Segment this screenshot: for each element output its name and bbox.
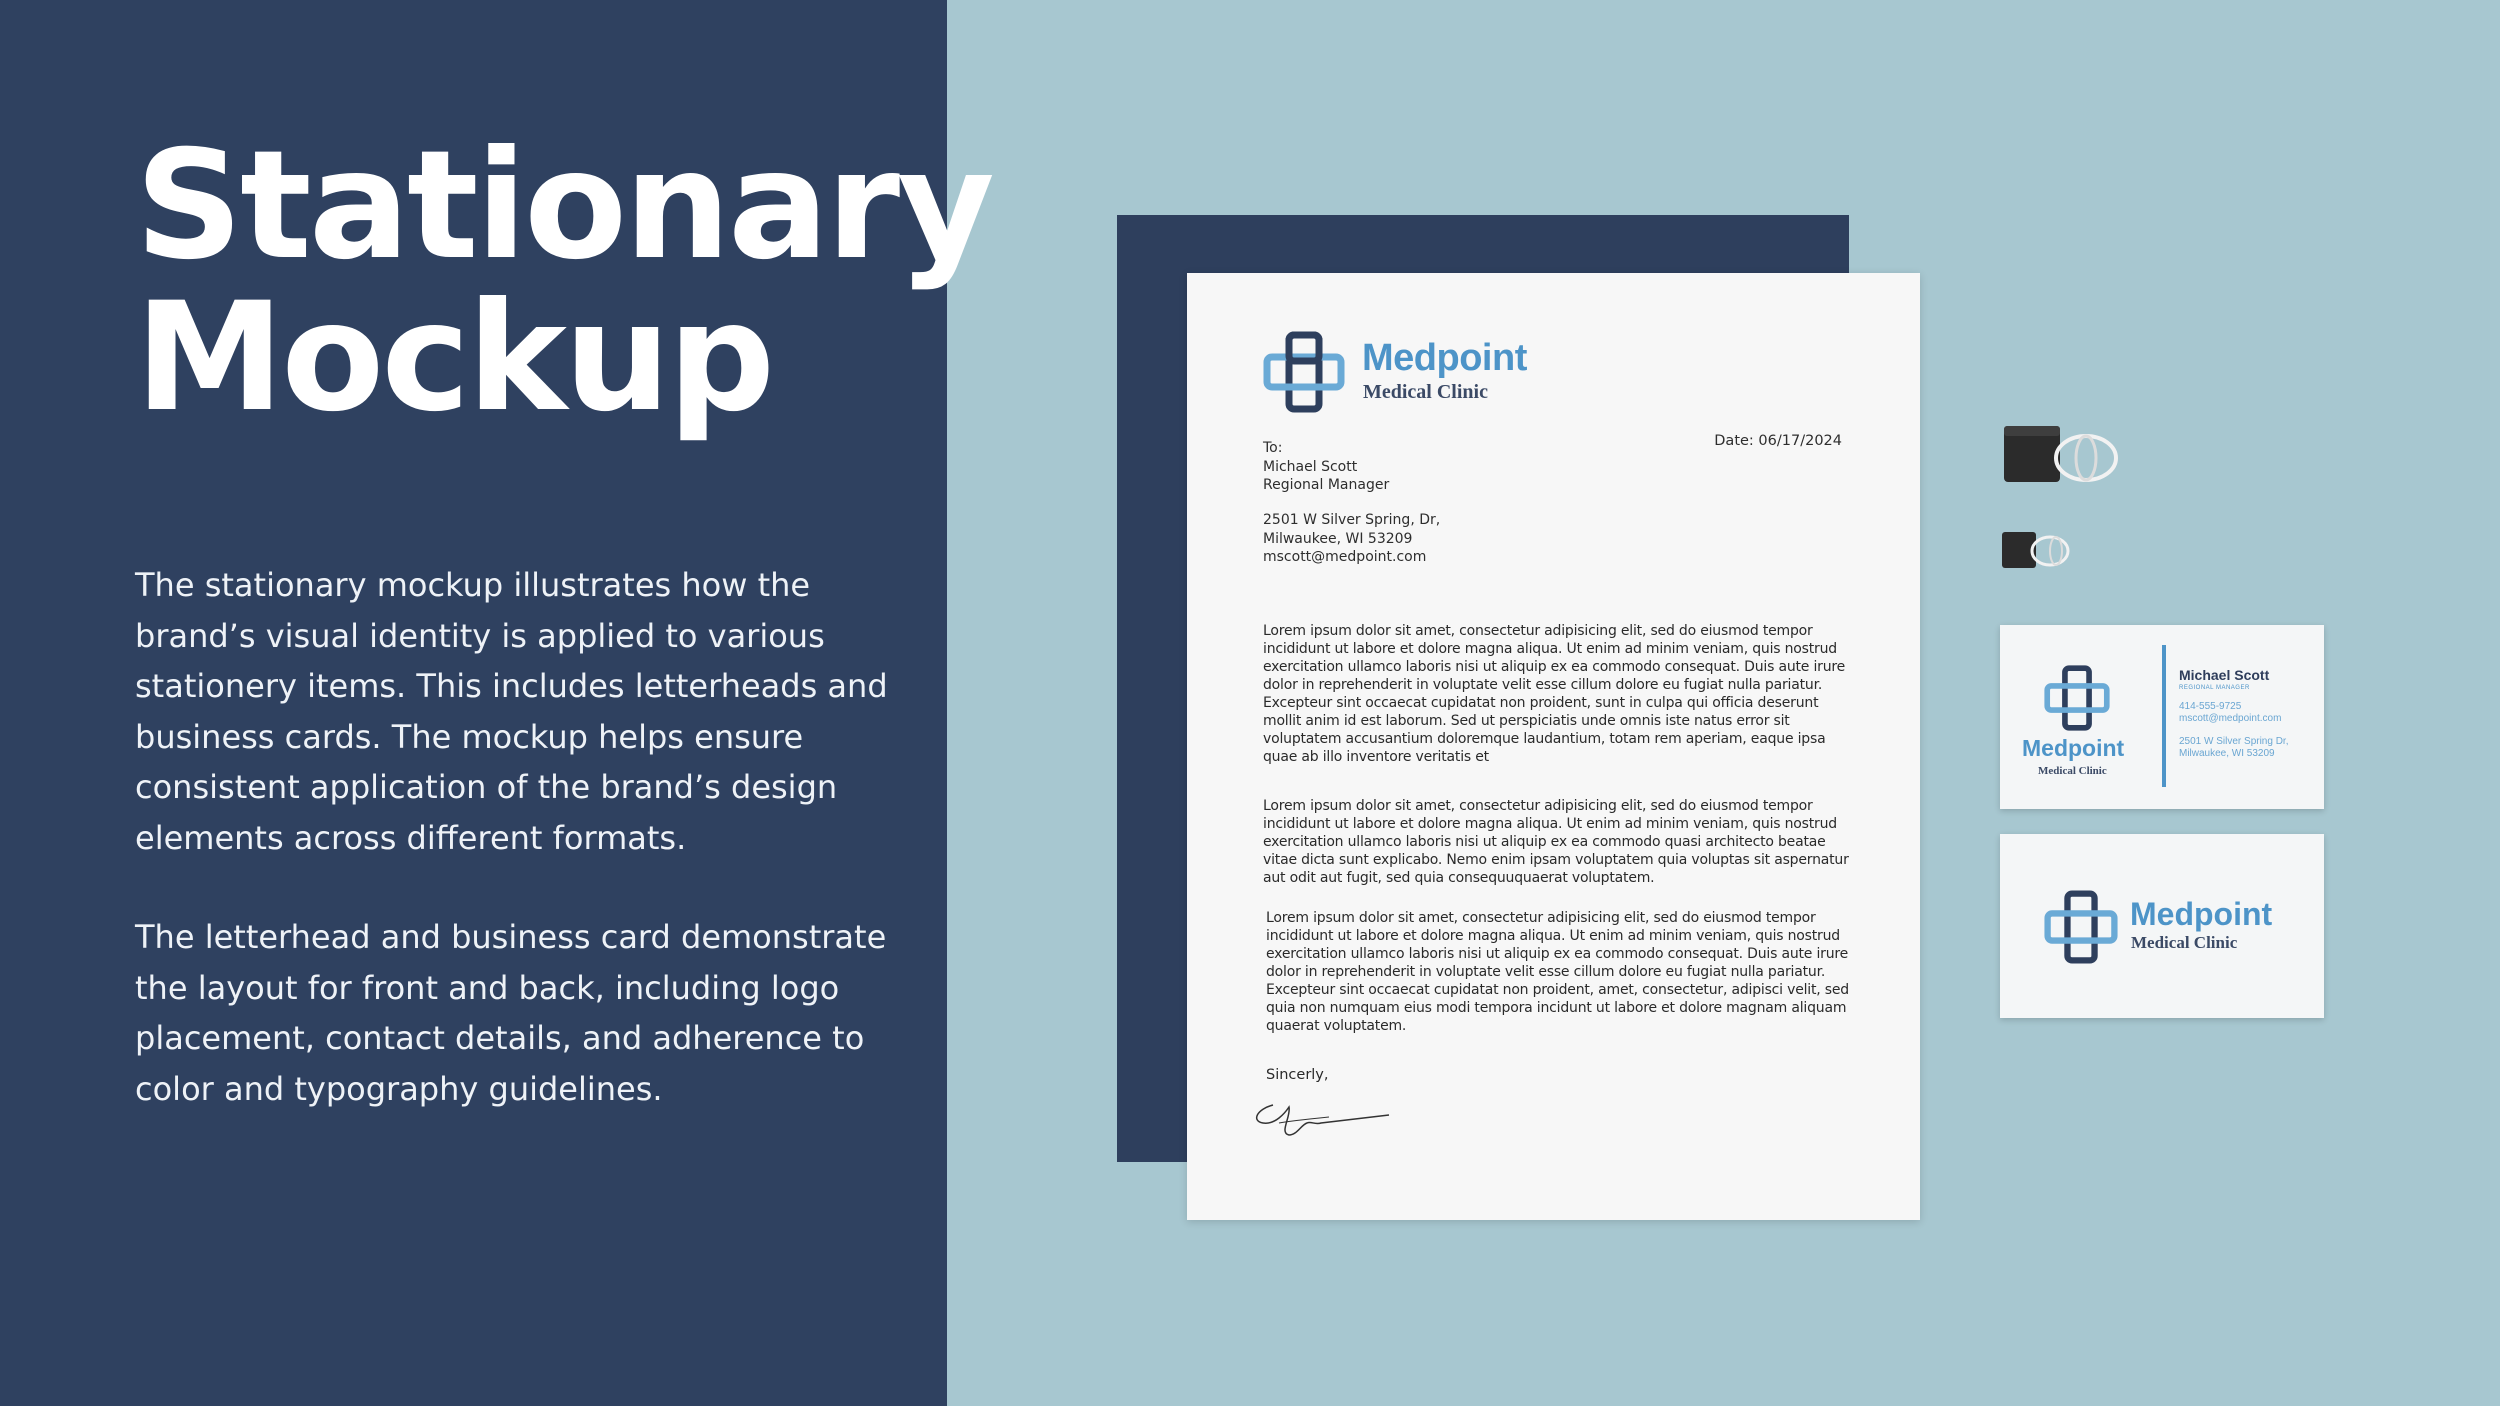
card-brand-subtitle: Medical Clinic [2038, 765, 2107, 777]
address-line: Milwaukee, WI 53209 [1263, 530, 1413, 547]
card-email: mscott@medpoint.com [2179, 713, 2282, 724]
title-line-2: Mockup [135, 271, 773, 445]
business-card-back [2000, 834, 2324, 1018]
address-block [1263, 511, 1440, 567]
card-address-line: 2501 W Silver Spring Dr, [2179, 736, 2289, 747]
medical-cross-logo-icon [2044, 665, 2110, 731]
description-paragraph-1: The stationary mockup illustrates how the brand’s visual identity is applied to various stationery items. This includes letterheads and business cards. The mockup helps ensure consistent application of the brand’s design elements across different formats. [135, 566, 888, 857]
left-panel [0, 0, 992, 1406]
recipient-line: To: [1263, 440, 1283, 456]
card-divider [2162, 645, 2166, 787]
recipient-block [1263, 439, 1389, 495]
letter-body-paragraph-2: Lorem ipsum dolor sit amet, consectetur adipisicing elit, sed do eiusmod tempor incididunt ut labore et dolore magna aliqua. Ut enim ad minim veniam, quis nostrud exercitation ullamco laboris nisi ut aliquip ex ea commodo quasi architecto beatae vitae dicta sunt explicabo. Nemo enim ipsam voluptatem quia voluptas sit aspernatur aut odit aut fugit, sed quia consequuquaerat voluptatem. [1263, 798, 1849, 886]
binder-clip-large-icon [2000, 418, 2120, 490]
letter-body-paragraph-3: Lorem ipsum dolor sit amet, consectetur adipisicing elit, sed do eiusmod tempor incididunt ut labore et dolore magna aliqua. Ut enim ad minim veniam, quis nostrud exercitation ullamco laboris nisi ut aliquip ex ea commodo consequat. Duis aute irure dolor in reprehenderit in voluptate velit esse cillum dolore eu fugiat nulla pariatur. Excepteur sint occaecat cupidatat non proident, amet, consectetur, adipisci velit, sed quia non numquam eius modi tempora incidunt ut labore et dolore magnam aliquam quaerat voluptatem. [1266, 910, 1849, 1034]
slide-title [135, 119, 992, 445]
business-card-front [2000, 625, 2324, 809]
description-paragraph-2: The letterhead and business card demonstrate the layout for front and back, including logo placement, contact details, and adherence to color and typography guidelines. [135, 918, 887, 1108]
letterhead-brand-name: Medpoint [1362, 337, 1527, 379]
card-address [2179, 736, 2289, 760]
address-line: mscott@medpoint.com [1263, 549, 1427, 565]
card-brand-name: Medpoint [2022, 735, 2125, 761]
recipient-line: Regional Manager [1263, 477, 1390, 493]
card-back-brand-name: Medpoint [2130, 896, 2273, 932]
card-address-line: Milwaukee, WI 53209 [2179, 748, 2275, 759]
card-phone: 414-555-9725 [2179, 701, 2242, 712]
signature-image [1249, 1095, 1399, 1145]
binder-clip-small-icon [2000, 528, 2072, 574]
letterhead-brand-subtitle: Medical Clinic [1363, 381, 1488, 403]
card-back-brand-subtitle: Medical Clinic [2131, 933, 2238, 952]
medical-cross-logo-icon [2044, 890, 2118, 964]
card-contact [2179, 701, 2281, 725]
letterhead [1187, 273, 1920, 1220]
title-line-1: Stationary [135, 119, 992, 293]
address-line: 2501 W Silver Spring, Dr, [1263, 512, 1441, 528]
card-person-name: Michael Scott [2179, 667, 2270, 683]
card-person-role: REGIONAL MANAGER [2179, 685, 2250, 691]
letter-body-paragraph-1: Lorem ipsum dolor sit amet, consectetur adipisicing elit, sed do eiusmod tempor incididunt ut labore et dolore magna aliqua. Ut enim ad minim veniam, quis nostrud exercitation ullamco laboris nisi ut aliquip ex ea commodo consequat. Duis aute irure dolor in reprehenderit in voluptate velit esse cillum dolore eu fugiat nulla pariatur. Excepteur sint occaecat cupidatat non proident, sunt in culpa qui officia deserunt mollit anim id est laborum. Sed ut perspiciatis unde omnis iste natus error sit voluptatem accusantium doloremque laudantium, totam rem aperiam, eaque ipsa quae ab illo inventore veritatis et [1263, 623, 1846, 765]
letter-date: Date: 06/17/2024 [1714, 433, 1842, 449]
recipient-line: Michael Scott [1263, 458, 1358, 475]
medical-cross-logo-icon [1263, 331, 1345, 413]
letter-closing: Sincerly, [1266, 1067, 1329, 1083]
